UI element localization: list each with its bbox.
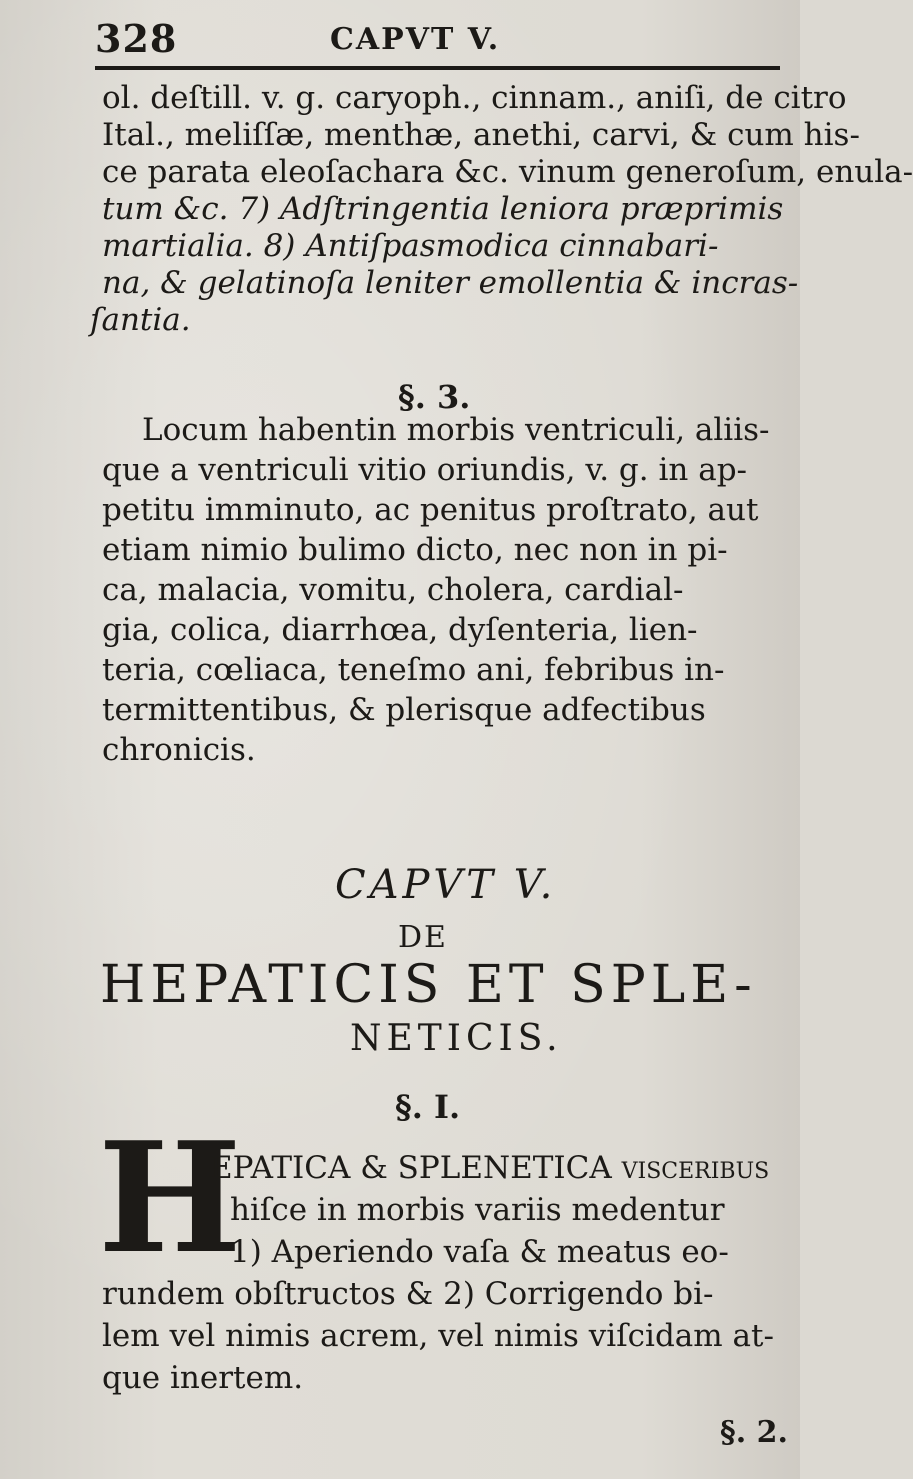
text-line: ſantia.	[90, 302, 191, 338]
drop-cap: H	[98, 1108, 242, 1287]
text-line: rundem obſtructos & 2) Corrigendo bi-	[102, 1276, 714, 1312]
text-line: ce parata eleoſachara &c. vinum generoſum, enula-	[102, 154, 913, 190]
text-line: EPATICA & SPLENETICA viſceribus	[210, 1150, 770, 1186]
page-header	[95, 14, 785, 66]
header-rule	[95, 66, 780, 70]
text-line: teria, cœliaca, teneſmo ani, febribus in-	[102, 652, 725, 688]
text-line: ol. deſtill. v. g. caryoph., cinnam., aniſi, de citro	[102, 80, 847, 116]
chapter-heading-line-1: HEPATICIS ET SPLE-	[100, 955, 757, 1015]
text-line: termittentibus, & plerisque adfectibus	[102, 692, 706, 728]
text-line: lem vel nimis acrem, vel nimis viſcidam at-	[102, 1318, 774, 1354]
chapter-de: DE	[398, 920, 448, 955]
catchword: §. 2.	[720, 1415, 788, 1450]
text-line: petitu imminuto, ac penitus proſtrato, aut	[102, 492, 759, 528]
chapter-title: CAPVT V.	[335, 862, 557, 908]
text-line: 1) Aperiendo vaſa & meatus eo-	[230, 1234, 729, 1270]
section-mark-3: §. 3.	[398, 378, 471, 416]
text-line: chronicis.	[102, 732, 256, 768]
text-line: Ital., meliſſæ, menthæ, anethi, carvi, & cum his-	[102, 117, 860, 153]
page-number: 328	[95, 16, 178, 61]
text-line: etiam nimio bulimo dicto, nec non in pi-	[102, 532, 728, 568]
text-line: tum &c. 7) Adſtringentia leniora præprimis	[102, 191, 784, 227]
chapter-heading-line-2: NETICIS.	[350, 1018, 563, 1059]
text-line: hiſce in morbis variis medentur	[230, 1192, 725, 1228]
running-head: CAPVT V.	[330, 22, 501, 57]
text-line: martialia. 8) Antiſpasmodica cinnabari-	[102, 228, 719, 264]
section-mark-1: §. I.	[395, 1088, 461, 1126]
text-line: ca, malacia, vomitu, cholera, cardial-	[102, 572, 684, 608]
text-line: que inertem.	[102, 1360, 304, 1396]
text-line: na, & gelatinoſa leniter emollentia & incras-	[102, 265, 799, 301]
text-line: Locum habentin morbis ventriculi, aliis-	[142, 412, 770, 448]
text-line: que a ventriculi vitio oriundis, v. g. in ap-	[102, 452, 748, 488]
text-line: gia, colica, diarrhœa, dyſenteria, lien-	[102, 612, 698, 648]
